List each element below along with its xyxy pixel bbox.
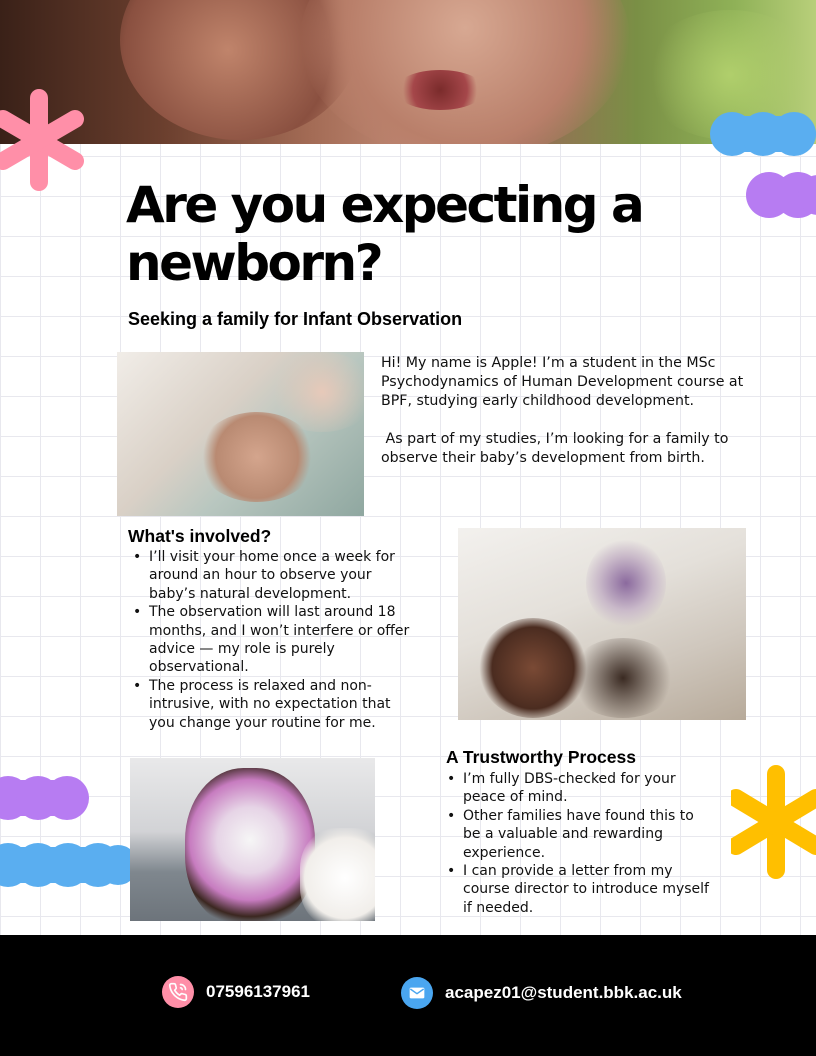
blue-wavy-blob-decoration-bottom: [0, 842, 132, 888]
phone-number-link[interactable]: 07596137961: [206, 982, 311, 1001]
list-item: • The observation will last around 18 months, and I won’t interfere or offer advice — my role is purely observational.: [128, 603, 418, 677]
email-address-link[interactable]: acapez01@student.bbk.ac.uk: [445, 983, 682, 1002]
whats-involved-list: [128, 548, 418, 732]
page-subtitle: Seeking a family for Infant Observation: [128, 309, 463, 329]
hero-photo-mother-and-baby: [0, 0, 816, 144]
yellow-star-decoration: [731, 762, 816, 882]
photo-baby-holding-hand: [117, 352, 364, 516]
photo-family-playing-with-baby: [458, 528, 746, 720]
photo-pregnant-woman: [130, 758, 375, 921]
trustworthy-process-list: [442, 770, 710, 917]
page-title: Are you expecting a newborn?: [126, 176, 643, 292]
phone-icon: [162, 976, 194, 1008]
list-item: • The process is relaxed and non-intrusive, with no expectation that you change your routine for me.: [128, 677, 418, 732]
intro-text: [381, 354, 751, 468]
list-item: • I can provide a letter from my course director to introduce myself if needed.: [442, 862, 710, 917]
intro-paragraph-1: Hi! My name is Apple! I’m a student in the MSc Psychodynamics of Human Development course at BPF, studying early childhood development.: [381, 355, 744, 409]
blue-wavy-blob-decoration: [710, 112, 816, 156]
purple-wavy-blob-decoration-bottom: [0, 775, 90, 821]
list-item: • I’ll visit your home once a week for around an hour to observe your baby’s natural development.: [128, 548, 418, 603]
section-title-whats-involved: What's involved?: [128, 526, 272, 546]
list-item: • I’m fully DBS-checked for your peace of mind.: [442, 770, 710, 807]
pink-star-decoration: [0, 80, 84, 200]
email-icon: [401, 977, 433, 1009]
intro-paragraph-2: As part of my studies, I’m looking for a family to observe their baby’s development from birth.: [381, 431, 733, 466]
purple-wavy-blob-decoration: [746, 172, 816, 218]
section-title-trustworthy-process: A Trustworthy Process: [446, 747, 636, 767]
list-item: • Other families have found this to be a valuable and rewarding experience.: [442, 807, 710, 862]
